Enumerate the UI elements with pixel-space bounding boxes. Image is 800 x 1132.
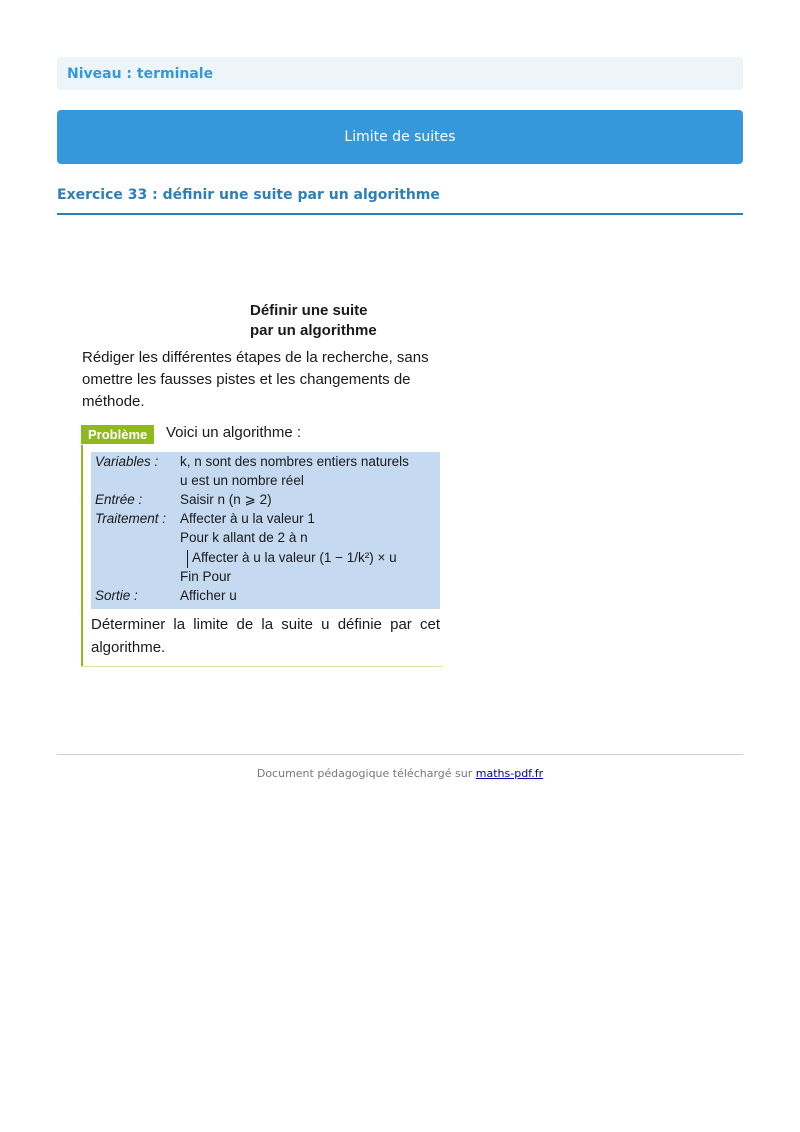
- footer-text: Document pédagogique téléchargé sur: [256, 767, 473, 780]
- level-label: Niveau : terminale: [57, 57, 743, 90]
- exercise-heading: Exercice 33 : définir une suite par un algorithme: [57, 187, 743, 215]
- algorithm-value: u est un nombre réel: [180, 473, 304, 488]
- algorithm-value: Saisir n (n ⩾ 2): [180, 492, 272, 507]
- algorithm-row: [91, 511, 440, 531]
- algorithm-row: [91, 454, 440, 474]
- problem-badge: Problème: [81, 425, 154, 444]
- card-intro: Rédiger les différentes étapes de la recherche, sans omettre les fausses pistes et les changements de méthode.: [82, 349, 429, 410]
- algorithm-row: [91, 530, 440, 550]
- algorithm-key: Variables :: [95, 454, 159, 469]
- footer: [57, 767, 743, 780]
- algorithm-value: Affecter à u la valeur (1 − 1/k²) × u: [192, 550, 397, 565]
- algorithm-row: [91, 588, 440, 608]
- algorithm-value: k, n sont des nombres entiers naturels: [180, 454, 409, 469]
- algorithm-box: [91, 452, 440, 609]
- card-bottom-rule: [81, 666, 442, 667]
- algorithm-row: [91, 569, 440, 589]
- card-left-rule: [81, 445, 83, 667]
- footer-link[interactable]: maths-pdf.fr: [475, 767, 544, 780]
- algorithm-value: Affecter à u la valeur 1: [180, 511, 315, 526]
- algorithm-value: Fin Pour: [180, 569, 232, 584]
- algorithm-row: [91, 473, 440, 493]
- exercise-card: [80, 295, 442, 668]
- footer-divider: [57, 754, 743, 755]
- algorithm-value: Afficher u: [180, 588, 237, 603]
- algorithm-key: Entrée :: [95, 492, 143, 507]
- card-title: Définir une suite par un algorithme: [250, 302, 377, 339]
- algorithm-row: [91, 550, 440, 570]
- algorithm-key: Sortie :: [95, 588, 138, 603]
- card-question: Déterminer la limite de la suite u définie par cet algorithme.: [91, 616, 440, 656]
- page-title: Limite de suites: [57, 110, 743, 164]
- algorithm-key: Traitement :: [95, 511, 167, 526]
- algorithm-row: [91, 492, 440, 512]
- algorithm-value: Pour k allant de 2 à n: [180, 530, 308, 545]
- problem-lead: Voici un algorithme :: [166, 424, 302, 441]
